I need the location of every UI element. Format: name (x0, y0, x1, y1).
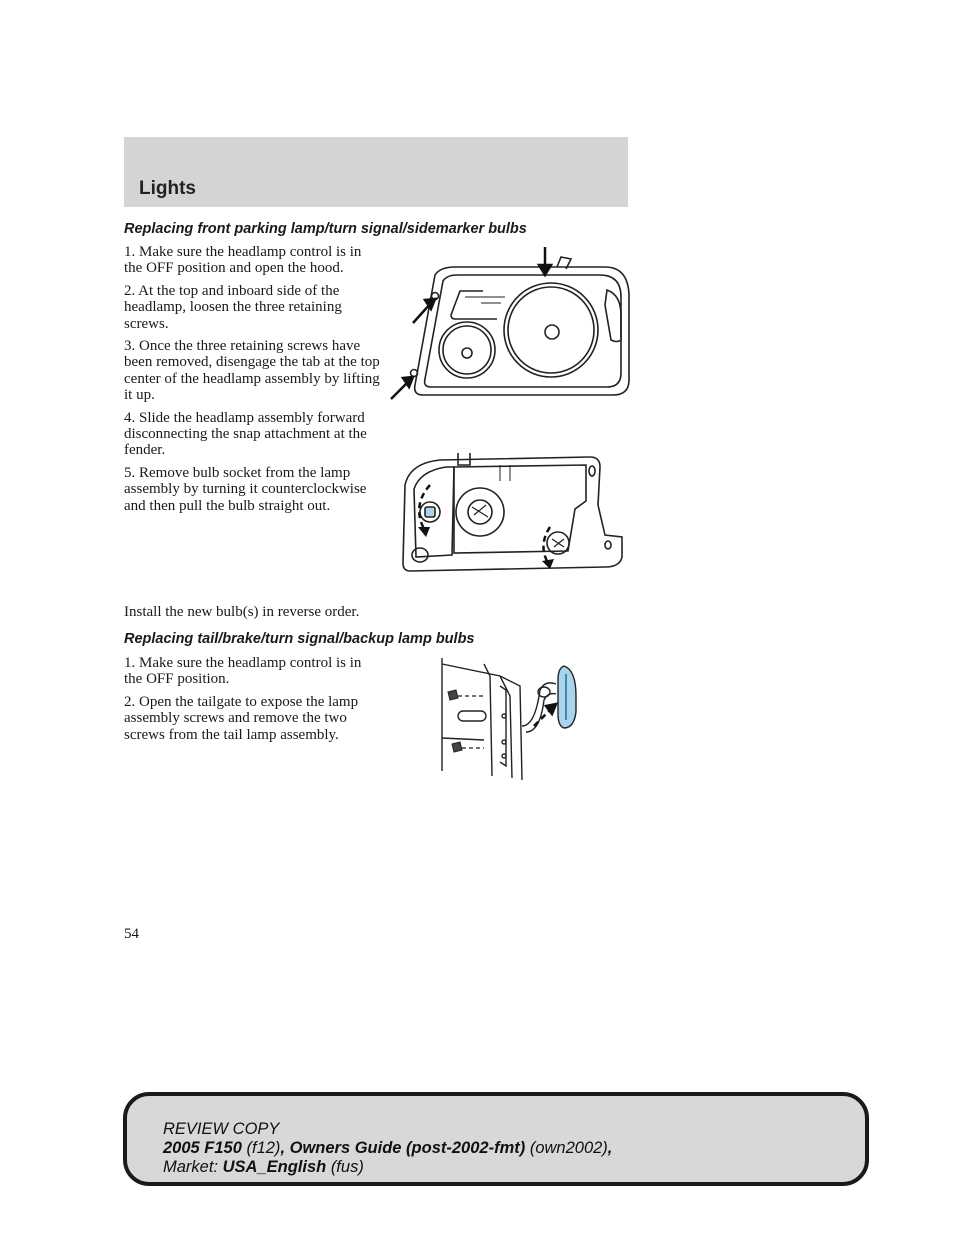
section1-heading: Replacing front parking lamp/turn signal/sidemarker bulbs (124, 221, 527, 237)
footer-text (163, 1120, 612, 1177)
headlamp-rear-illustration (400, 445, 630, 577)
step-item: 5. Remove bulb socket from the lamp assembly by turning it counterclockwise and then pull the bulb straight out. (124, 464, 367, 514)
section1-steps (124, 244, 382, 520)
footer-model: 2005 F150 (163, 1139, 242, 1157)
headlamp-front-illustration (385, 245, 635, 405)
section2-steps (124, 655, 382, 749)
closing-instruction: Install the new bulb(s) in reverse order. (124, 604, 360, 620)
footer-model-code: (f12) (246, 1139, 281, 1157)
step-item: 2. At the top and inboard side of the headlamp, loosen the three retaining screws. (124, 282, 342, 332)
section-title: Lights (139, 178, 196, 199)
footer-guide: Owners Guide (post-2002-fmt) (289, 1139, 526, 1157)
footer-market: USA_English (222, 1158, 327, 1176)
footer-guide-code: (own2002) (529, 1139, 608, 1157)
footer-market-code: (fus) (330, 1158, 364, 1176)
footer-trailing-comma: , (607, 1139, 613, 1157)
footer-market-label: Market: (163, 1158, 219, 1176)
tail-lamp-illustration (440, 656, 580, 781)
review-copy-label: REVIEW COPY (163, 1120, 280, 1138)
review-footer (123, 1092, 869, 1186)
page-number: 54 (124, 926, 139, 942)
step-item: 2. Open the tailgate to expose the lamp assembly screws and remove the two screws from the tail lamp assembly. (124, 693, 359, 743)
step-item: 1. Make sure the headlamp control is in the OFF position. (124, 655, 362, 688)
section2-heading: Replacing tail/brake/turn signal/backup lamp bulbs (124, 631, 475, 647)
step-item: 3. Once the three retaining screws have been removed, disengage the tab at the top center of the headlamp assembly by lifting it up. (124, 338, 380, 404)
section-header-band (124, 137, 628, 207)
step-item: 4. Slide the headlamp assembly forward disconnecting the snap attachment at the fender. (124, 409, 367, 459)
step-item: 1. Make sure the headlamp control is in the OFF position and open the hood. (124, 244, 362, 277)
footer-guide-separator: , (280, 1139, 290, 1157)
